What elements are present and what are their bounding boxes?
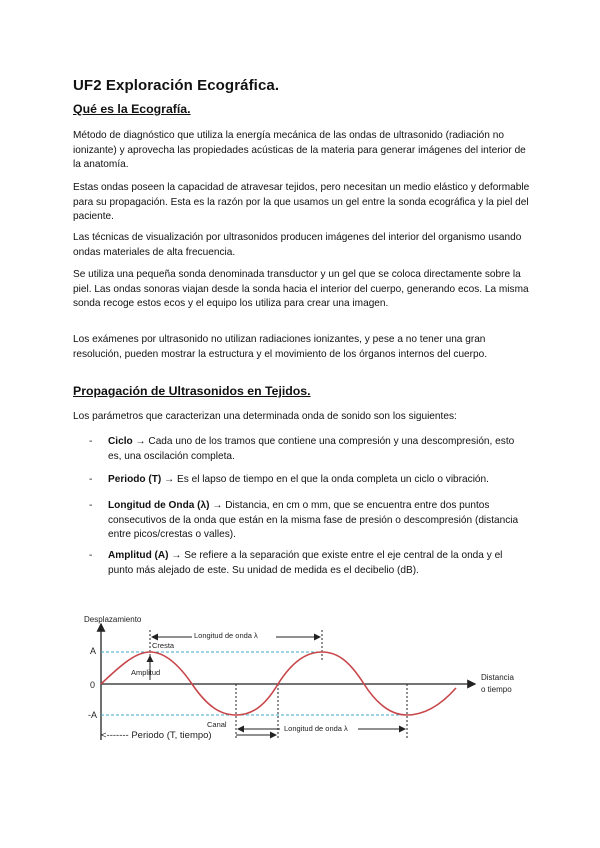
bullet-text: → Cada uno de los tramos que contiene una compresión y una descompresión, esto es, una oscilación completa. bbox=[108, 436, 515, 462]
bullet-marker: - bbox=[89, 550, 93, 561]
bullet-item-periodo bbox=[89, 473, 529, 488]
label-minus-a: -A bbox=[88, 710, 97, 720]
bullet-text: → Es el lapso de tiempo en el que la onda completa un ciclo o vibración. bbox=[164, 474, 489, 485]
x-axis-label-2: o tiempo bbox=[481, 685, 512, 694]
bullet-item-ciclo bbox=[89, 435, 529, 464]
amplitude-label: Amplitud bbox=[131, 668, 161, 677]
section-heading-ecografia: Qué es la Ecografía. bbox=[73, 102, 191, 116]
paragraph: Estas ondas poseen la capacidad de atravesar tejidos, pero necesitan un medio elástico y deformable para su propagación. Esta es la razón por la que usamos un gel entre la sonda ecográfica y la piel del paciente. bbox=[73, 182, 530, 223]
wave-diagram bbox=[0, 600, 600, 750]
period-label: <------- Periodo (T, tiempo) bbox=[101, 730, 212, 741]
bullet-term: Longitud de Onda (λ) bbox=[108, 500, 210, 511]
bullet-marker: - bbox=[89, 474, 93, 485]
bullet-item-amplitud bbox=[89, 549, 529, 578]
crest-label: Cresta bbox=[152, 641, 175, 650]
paragraph: Se utiliza una pequeña sonda denominada transductor y un gel que se coloca directamente sobre la piel. Las ondas sonoras viajan desde la sonda hacia el interior del cuerpo, generando ecos. La misma sonda recoge estos ecos y el equipo los utiliza para crear una imagen. bbox=[73, 269, 529, 310]
bullet-text: → Distancia, en cm o mm, que se encuentra entre dos puntos consecutivos de la onda que están en la misma fase de presión o descompresión (distancia entre picos/crestas o valles). bbox=[108, 500, 519, 541]
label-zero: 0 bbox=[90, 680, 96, 690]
y-axis-label: Desplazamiento bbox=[84, 615, 142, 624]
wavelength-label-top: Longitud de onda λ bbox=[194, 631, 258, 640]
bullet-text: → Se refiere a la separación que existe entre el eje central de la onda y el punto más alejado de este. Su unidad de medida es el decibelio (dB). bbox=[108, 550, 503, 576]
paragraph: Las técnicas de visualización por ultrasonidos producen imágenes del interior del organismo usando ondas materiales de alta frecuencia. bbox=[73, 232, 522, 258]
x-axis-label: Distancia bbox=[481, 673, 514, 682]
section-intro: Los parámetros que caracterizan una determinada onda de sonido son los siguientes: bbox=[73, 411, 457, 422]
document-title: UF2 Exploración Ecográfica. bbox=[73, 77, 280, 94]
bullet-term: Periodo (T) bbox=[108, 474, 162, 485]
paragraph: Método de diagnóstico que utiliza la energía mecánica de las ondas de ultrasonido (radiación no ionizante) y aprovecha las propiedades acústicas de la materia para generar imágenes del interior de la anatomía. bbox=[73, 130, 526, 171]
bullet-marker: - bbox=[89, 500, 93, 511]
label-a: A bbox=[90, 646, 97, 656]
paragraph: Los exámenes por ultrasonido no utilizan radiaciones ionizantes, y pese a no tener una gran resolución, pueden mostrar la estructura y el movimiento de los órganos internos del cuerpo. bbox=[73, 334, 488, 360]
bullet-term: Amplitud (A) bbox=[108, 550, 169, 561]
bullet-term: Ciclo bbox=[108, 436, 133, 447]
wavelength-label-bottom: Longitud de onda λ bbox=[284, 724, 348, 733]
section-heading-propagacion: Propagación de Ultrasonidos en Tejidos. bbox=[73, 384, 311, 398]
trough-label: Canal bbox=[207, 720, 227, 729]
bullet-item-longitud bbox=[89, 499, 529, 543]
bullet-marker: - bbox=[89, 436, 93, 447]
